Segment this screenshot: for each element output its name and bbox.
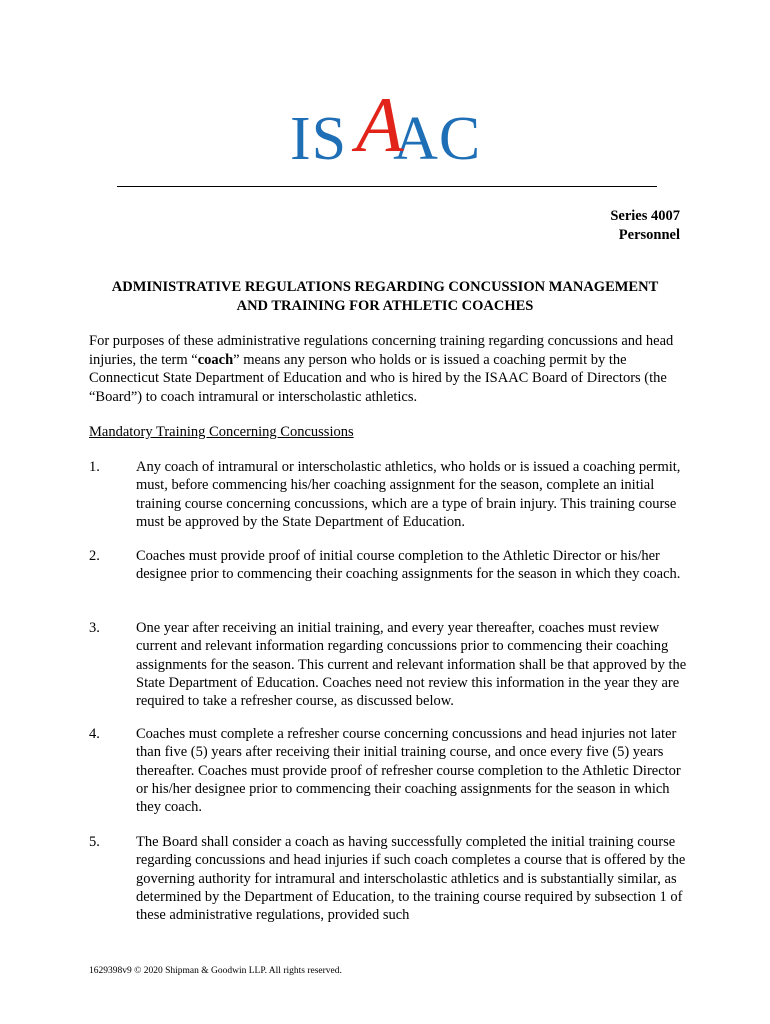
item-text: One year after receiving an initial training, and every year thereafter, coaches must review current and relevant information regarding concussions prior to commencing their coaching assignments for the season. This current and relevant information shall be that approved by the State Department of Education. Coaches need not review this information in the year they are required to take a refresher course, as discussed below.: [136, 620, 687, 710]
item-text: Any coach of intramural or interscholastic athletics, who holds or is issued a coaching permit, must, before commencing his/her coaching assignment for the season, complete an initial training course concerning concussions, which are a type of brain injury. This training course must be approved by the State Department of Education.: [136, 459, 681, 530]
logo-red-a: A: [356, 81, 404, 168]
list-item: [89, 725, 689, 816]
intro-text-before: For purposes of these administrative regulations concerning training regarding concussions and head injuries, the term “: [89, 333, 674, 368]
section-heading: Mandatory Training Concerning Concussions: [89, 424, 354, 440]
item-text: Coaches must complete a refresher course concerning concussions and head injuries not later than five (5) years after receiving their initial training course, and once every five (5) years thereafter. Coaches must provide proof of refresher course completion to the Athletic Director or his/her designee prior to commencing their coaching assignments for the season in which they coach.: [136, 726, 681, 816]
intro-paragraph: [89, 332, 689, 406]
logo-left-letters: IS: [290, 105, 348, 173]
title-line-2: AND TRAINING FOR ATHLETIC COACHES: [236, 298, 534, 314]
list-item: [89, 547, 689, 584]
item-number: 5.: [89, 834, 100, 850]
series-category: Personnel: [618, 227, 680, 243]
copyright-footer: 1629398v9 © 2020 Shipman & Goodwin LLP. All rights reserved.: [89, 966, 342, 976]
logo-right-letters: AC: [393, 105, 482, 173]
list-item: [89, 458, 689, 531]
header-divider: [117, 186, 657, 187]
list-item: [89, 833, 689, 924]
list-item: [89, 619, 689, 710]
item-number: 2.: [89, 548, 100, 564]
item-number: 3.: [89, 620, 100, 636]
document-title: [70, 278, 700, 316]
series-block: [610, 207, 680, 245]
item-number: 1.: [89, 459, 100, 475]
item-text: The Board shall consider a coach as having successfully completed the initial training course regarding concussions and head injuries if such coach completes a course that is offered by the governing authority for intramural and interscholastic athletics and is substantially similar, as determined by the Department of Education, to the training course required by subsection 1 of these administrative regulations, provided such: [136, 834, 686, 924]
item-text: Coaches must provide proof of initial course completion to the Athletic Director or his/her designee prior to commencing their coaching assignments for the season in which they coach.: [136, 548, 681, 583]
series-number: Series 4007: [610, 208, 680, 224]
intro-defined-term: coach: [197, 351, 234, 368]
title-line-1: ADMINISTRATIVE REGULATIONS REGARDING CONCUSSION MANAGEMENT: [111, 279, 659, 295]
item-number: 4.: [89, 726, 100, 742]
intro-text-after: ” means any person who holds or is issued a coaching permit by the Connecticut State Department of Education and who is hired by the ISAAC Board of Directors (the “Board”) to coach intramural or interscholastic athletics.: [89, 351, 667, 405]
isaac-logo: [290, 81, 482, 173]
